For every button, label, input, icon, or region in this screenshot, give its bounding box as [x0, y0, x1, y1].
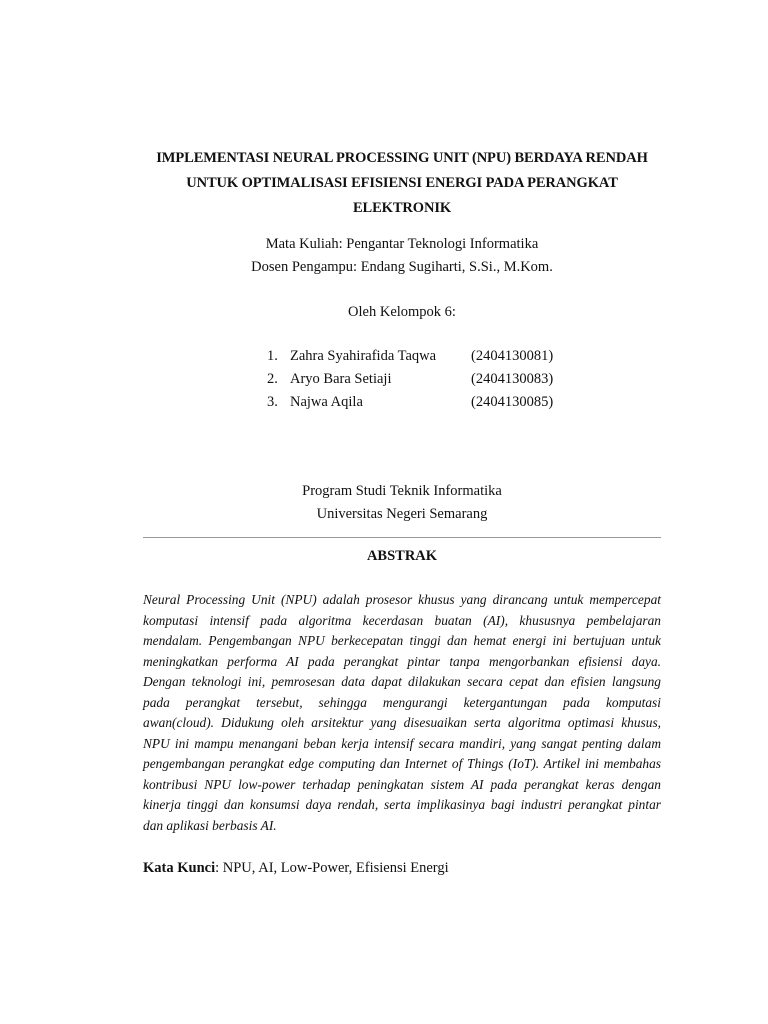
abstract-line: kinerja tinggi dan konsumsi daya rendah, serta implikasinya bagi industri perangkat pintar	[143, 797, 661, 812]
member-row	[267, 345, 553, 368]
keywords-label: Kata Kunci	[143, 860, 216, 876]
member-number: 3.	[267, 394, 278, 410]
abstract-line: awan(cloud). Didukung oleh arsitektur yang disesuaikan serta algoritma optimasi khusus,	[143, 715, 661, 730]
keywords-text: : NPU, AI, Low-Power, Efisiensi Energi	[215, 860, 449, 876]
title-line: IMPLEMENTASI NEURAL PROCESSING UNIT (NPU) BERDAYA RENDAH	[156, 150, 648, 166]
section-divider	[143, 537, 661, 538]
member-number: 1.	[267, 348, 278, 364]
abstract-line: dan aplikasi berbasis AI.	[143, 817, 277, 833]
member-number: 2.	[267, 371, 278, 387]
member-id: (2404130081)	[471, 348, 554, 364]
program-name: Program Studi Teknik Informatika	[302, 483, 502, 499]
abstract-line: pengembangan perangkat edge computing dan Internet of Things (IoT). Artikel ini membahas	[143, 756, 661, 771]
member-name: Najwa Aqila	[290, 394, 363, 410]
member-row	[267, 368, 553, 391]
abstract-body	[143, 590, 661, 836]
member-id: (2404130083)	[471, 371, 554, 387]
university-name: Universitas Negeri Semarang	[316, 506, 488, 522]
abstract-line: kontribusi NPU low-power terhadap peningkatan sistem AI pada perangkat keras dengan	[143, 776, 661, 792]
abstract-line: meningkatkan performa AI pada perangkat pintar tanpa mengorbankan efisiensi daya.	[143, 653, 661, 669]
member-list	[267, 345, 553, 414]
member-row	[267, 391, 553, 414]
lecturer-name: Dosen Pengampu: Endang Sugiharti, S.Si., M.Kom.	[251, 259, 553, 275]
member-id: (2404130085)	[471, 394, 554, 410]
abstract-line: Neural Processing Unit (NPU) adalah prosesor khusus yang dirancang untuk mempercepat	[143, 592, 661, 607]
paper-title	[143, 146, 661, 221]
abstract-line: Dengan teknologi ini, pemrosesan data dapat dilakukan secara cepat dan efisien langsung	[143, 674, 661, 689]
title-line: UNTUK OPTIMALISASI EFISIENSI ENERGI PADA PERANGKAT	[186, 175, 618, 191]
course-name: Mata Kuliah: Pengantar Teknologi Informatika	[265, 236, 539, 252]
keywords	[143, 857, 661, 880]
group-text: Oleh Kelompok 6:	[348, 304, 456, 320]
course-info	[143, 233, 661, 279]
group-label	[143, 301, 661, 324]
affiliation	[143, 480, 661, 526]
abstract-heading: ABSTRAK	[366, 548, 438, 564]
abstract-line: NPU ini mampu menangani beban kerja intensif secara mandiri, yang sangat penting dalam	[143, 735, 661, 751]
member-name: Zahra Syahirafida Taqwa	[290, 348, 437, 364]
abstract-line: mendalam. Pengembangan NPU berkecepatan tinggi dan hemat energi ini bertujuan untuk	[143, 633, 661, 648]
title-line: ELEKTRONIK	[352, 200, 452, 216]
member-name: Aryo Bara Setiaji	[290, 371, 392, 387]
abstract-line: komputasi intensif pada algoritma kecerdasan buatan (AI), khususnya pembelajaran	[143, 612, 661, 628]
abstract-line: pada perangkat tersebut, sehingga mengurangi ketergantungan pada komputasi	[143, 694, 661, 710]
